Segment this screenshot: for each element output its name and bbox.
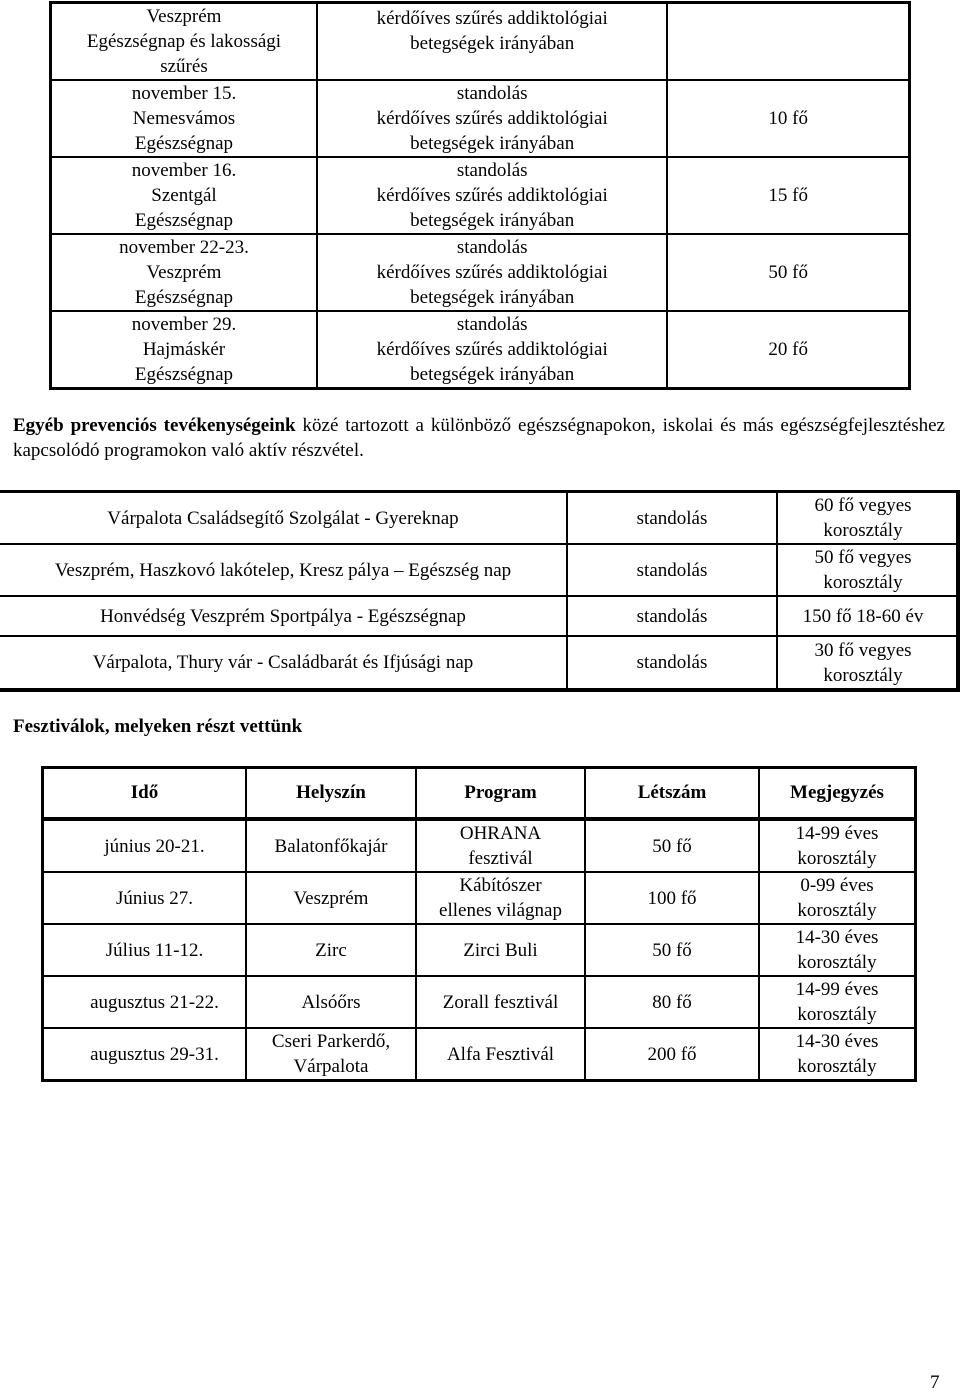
table-cell-place: november 29. Hajmáskér Egészségnap [51, 311, 317, 389]
table-cell-count: 150 fő 18-60 év [777, 596, 958, 636]
table-row [43, 1028, 916, 1081]
table-cell-event: Honvédség Veszprém Sportpálya - Egészségnap [0, 596, 567, 636]
table-cell-activity: standolás [567, 596, 777, 636]
table-cell-count: 60 fő vegyes korosztály [777, 492, 958, 545]
table-row [43, 872, 916, 924]
table-cell-headcount: 80 fő [585, 976, 759, 1028]
table-cell-location: Balatonfőkajár [246, 819, 416, 872]
table-cell-count: 20 fő [667, 311, 909, 389]
table-header-row [43, 768, 916, 820]
events-table-2 [0, 490, 960, 692]
table-cell-activity: kérdőíves szűrés addiktológiai betegségek irányában [317, 3, 667, 81]
table-row [51, 3, 910, 81]
table-cell-location: Cseri Parkerdő, Várpalota [246, 1028, 416, 1081]
table-cell-note: 14-30 éves korosztály [759, 924, 916, 976]
table-cell-activity: standolás [567, 492, 777, 545]
table-cell-place: november 15. Nemesvámos Egészségnap [51, 80, 317, 157]
table-cell-count: 50 fő [667, 234, 909, 311]
table-row [0, 544, 958, 596]
table-cell-place: Veszprém Egészségnap és lakossági szűrés [51, 3, 317, 81]
column-header-note: Megjegyzés [759, 768, 916, 820]
table-cell-place: november 16. Szentgál Egészségnap [51, 157, 317, 234]
prevention-paragraph [13, 413, 945, 463]
table-cell-program: Zirci Buli [416, 924, 585, 976]
table-row [43, 924, 916, 976]
table-cell-activity: standolás kérdőíves szűrés addiktológiai betegségek irányában [317, 311, 667, 389]
table-cell-note: 14-99 éves korosztály [759, 819, 916, 872]
table-cell-event: Várpalota Családsegítő Szolgálat - Gyereknap [0, 492, 567, 545]
table-cell-headcount: 50 fő [585, 819, 759, 872]
festivals-table [41, 766, 917, 1082]
table-cell-activity: standolás kérdőíves szűrés addiktológiai betegségek irányában [317, 157, 667, 234]
table-cell-count: 10 fő [667, 80, 909, 157]
table-cell-time: Július 11-12. [43, 924, 247, 976]
paragraph-bold-lead: Egyéb prevenciós tevékenységeink [13, 415, 296, 436]
table-cell-headcount: 100 fő [585, 872, 759, 924]
table-cell-event: Várpalota, Thury vár - Családbarát és Ifjúsági nap [0, 636, 567, 690]
table-row [51, 157, 910, 234]
column-header-location: Helyszín [246, 768, 416, 820]
table-cell-program: Kábítószer ellenes világnap [416, 872, 585, 924]
table-cell-headcount: 50 fő [585, 924, 759, 976]
table-cell-count: 15 fő [667, 157, 909, 234]
paragraph-text: közé tartozott a különböző egészségnapokon, iskolai és más egészségfejlesztéshez kapcsolódó programokon való aktív részvétel. [13, 415, 945, 461]
table-cell-time: Június 27. [43, 872, 247, 924]
table-cell-program: OHRANA fesztivál [416, 819, 585, 872]
table-cell-location: Zirc [246, 924, 416, 976]
table-cell-headcount: 200 fő [585, 1028, 759, 1081]
table-cell-event: Veszprém, Haszkovó lakótelep, Kresz pálya – Egészség nap [0, 544, 567, 596]
table-row [0, 492, 958, 545]
table-cell-location: Alsóőrs [246, 976, 416, 1028]
table-cell-location: Veszprém [246, 872, 416, 924]
table-cell-count: 50 fő vegyes korosztály [777, 544, 958, 596]
events-table-1 [49, 1, 911, 390]
table-cell-time: június 20-21. [43, 819, 247, 872]
table-cell-activity: standolás [567, 636, 777, 690]
table-cell-count: 30 fő vegyes korosztály [777, 636, 958, 690]
table-row [0, 636, 958, 690]
column-header-time: Idő [43, 768, 247, 820]
table-cell-time: augusztus 21-22. [43, 976, 247, 1028]
column-header-program: Program [416, 768, 585, 820]
table-row [51, 311, 910, 389]
table-cell-time: augusztus 29-31. [43, 1028, 247, 1081]
table-cell-activity: standolás kérdőíves szűrés addiktológiai betegségek irányában [317, 80, 667, 157]
table-row [43, 819, 916, 872]
table-cell-count [667, 3, 909, 81]
table-cell-activity: standolás [567, 544, 777, 596]
table-cell-program: Zorall fesztivál [416, 976, 585, 1028]
table-cell-place: november 22-23. Veszprém Egészségnap [51, 234, 317, 311]
table-row [51, 234, 910, 311]
table-row [43, 976, 916, 1028]
column-header-headcount: Létszám [585, 768, 759, 820]
table-cell-activity: standolás kérdőíves szűrés addiktológiai betegségek irányában [317, 234, 667, 311]
table-row [0, 596, 958, 636]
table-cell-note: 14-99 éves korosztály [759, 976, 916, 1028]
table-row [51, 80, 910, 157]
table-cell-note: 0-99 éves korosztály [759, 872, 916, 924]
festivals-heading: Fesztiválok, melyeken részt vettünk [13, 716, 303, 737]
page-number: 7 [930, 1372, 940, 1393]
table-cell-program: Alfa Fesztivál [416, 1028, 585, 1081]
table-cell-note: 14-30 éves korosztály [759, 1028, 916, 1081]
